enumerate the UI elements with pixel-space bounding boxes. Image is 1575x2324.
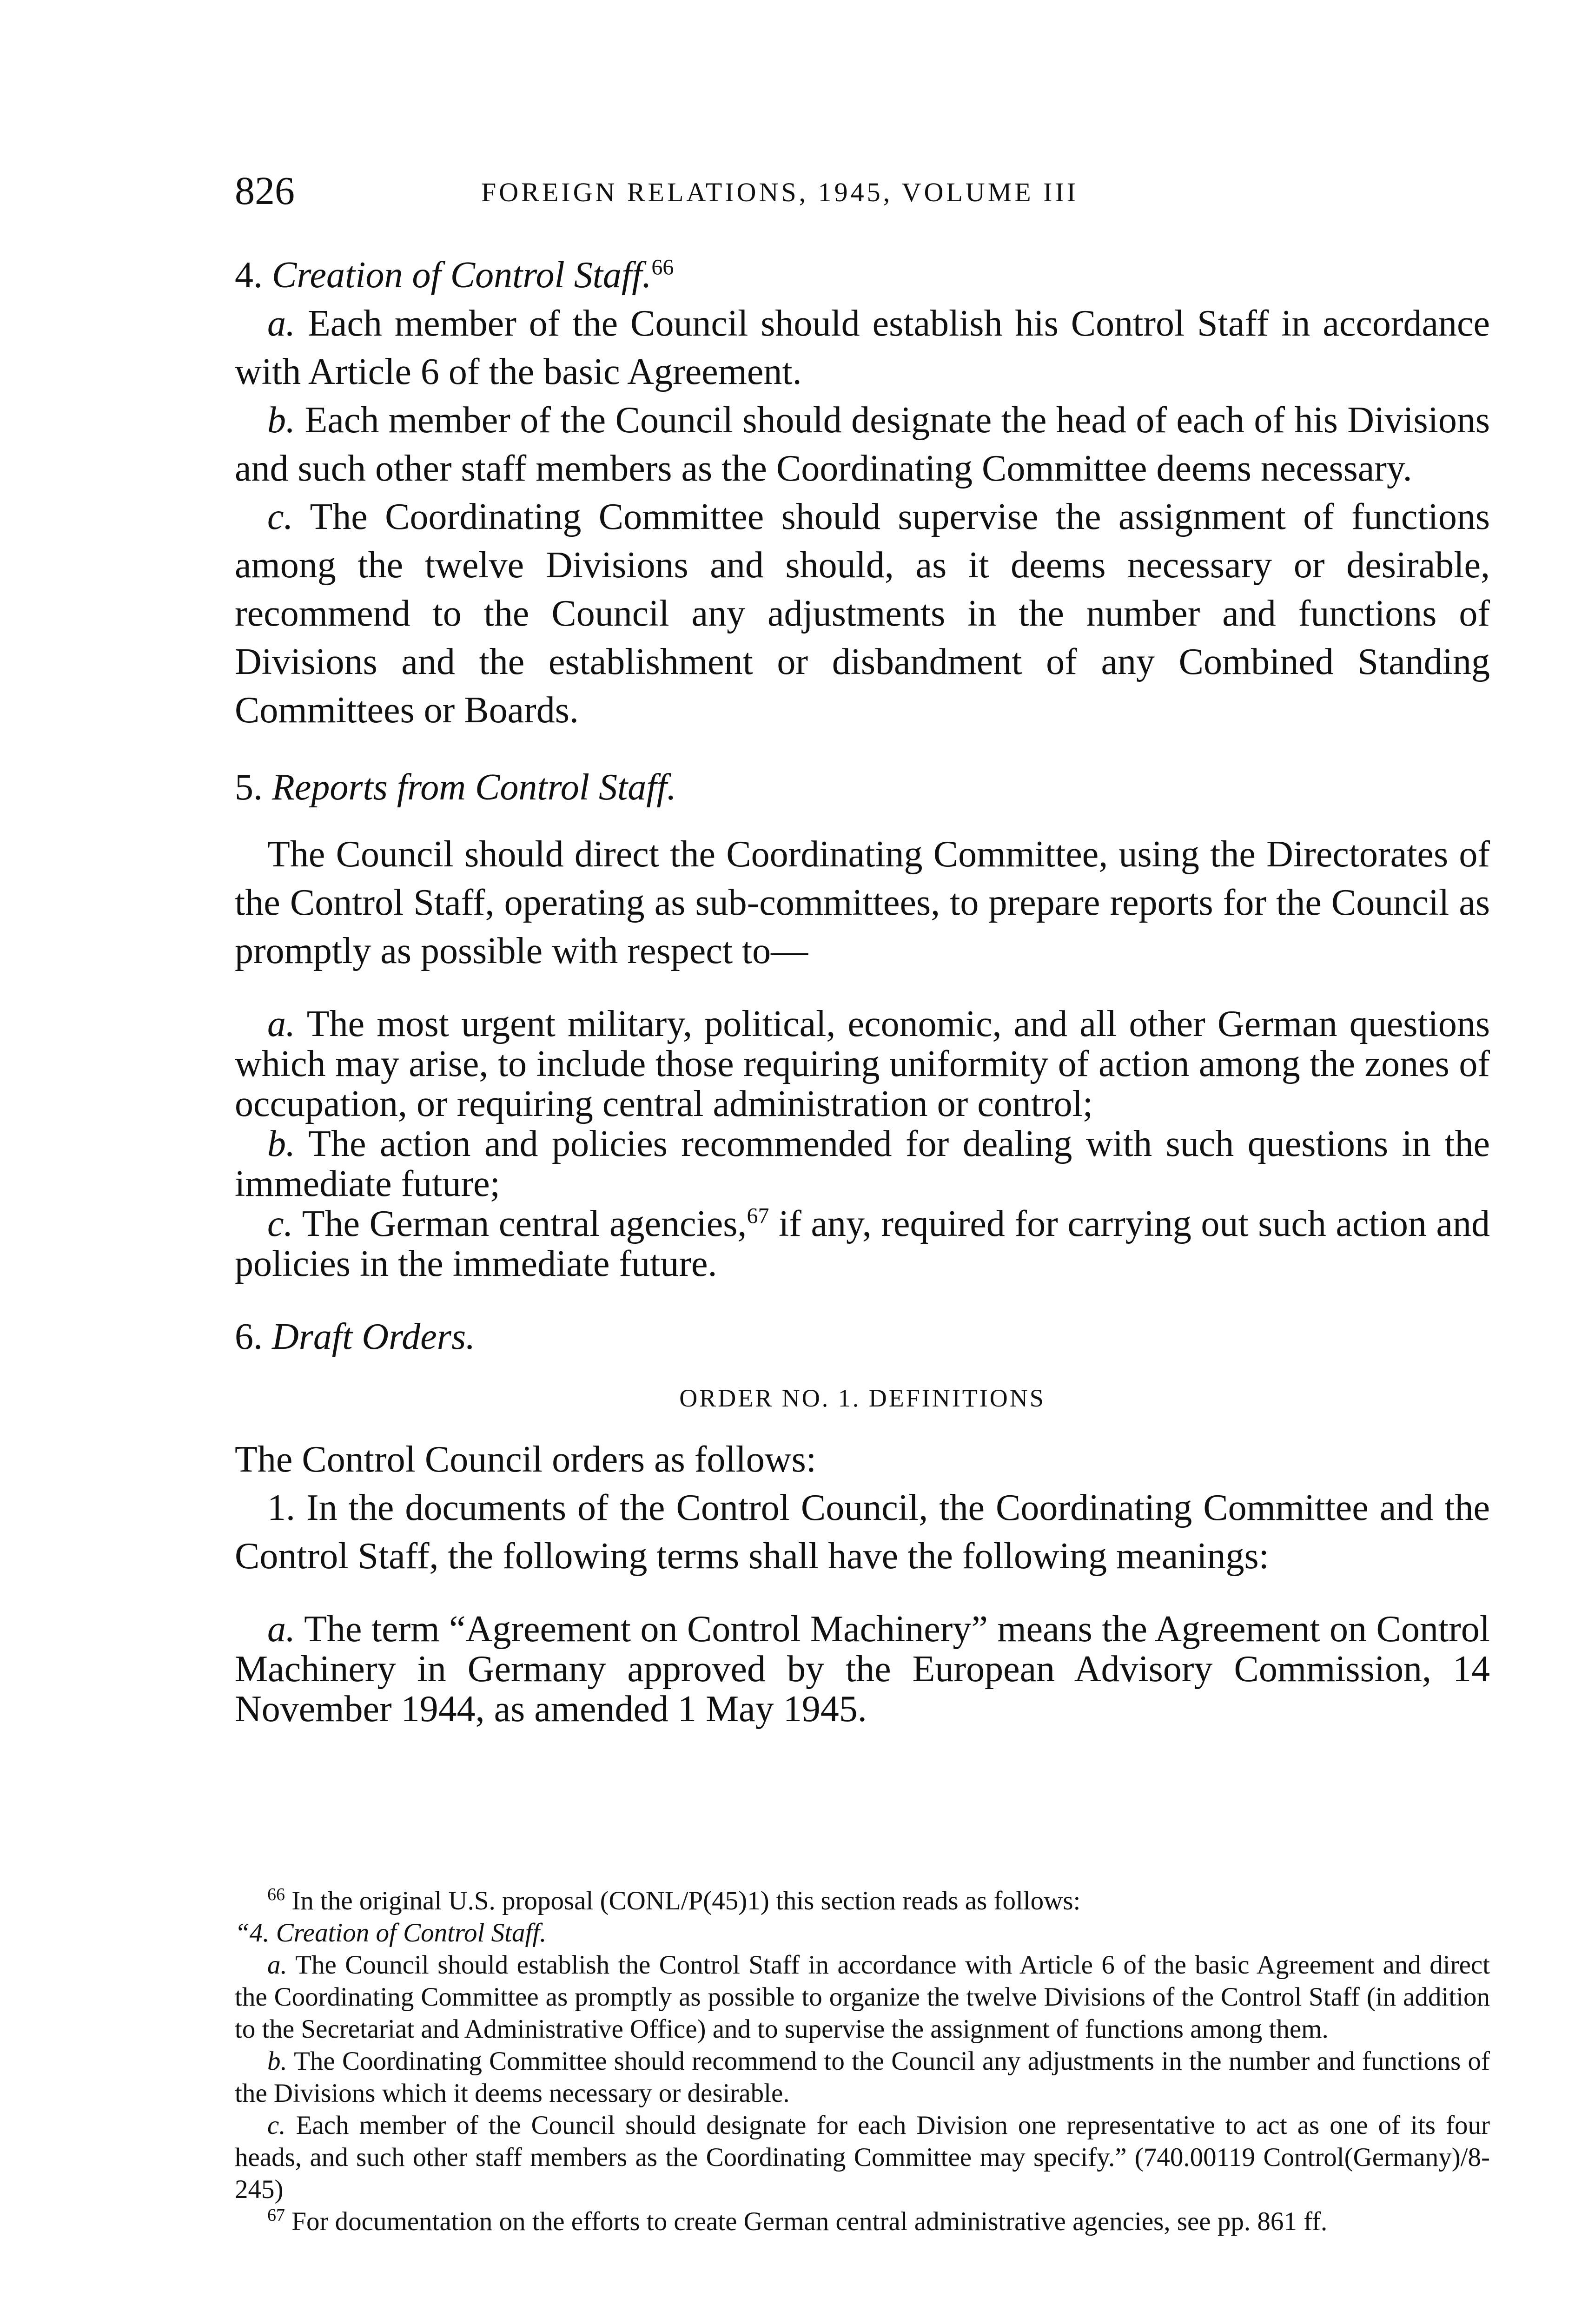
para-text: The Council should establish the Control Staff in accordance with Article 6 of the basic Agreement and direct the Coordinating Committee as promptly as possible to organize the twelve Divisions of the Control Staff (in addition to the Secretariat and Administrative Office) and to supervise the assignment of functions among them. [235,1950,1490,2044]
para-text: The Coordinating Committee should recommend to the Council any adjustments in the number and functions of the Divisions which it deems necessary or desirable. [235,2047,1490,2108]
para-text: The German central agencies, [302,1203,747,1244]
para-text: The action and policies recommended for dealing with such questions in the immediate future; [235,1123,1490,1204]
para-letter: b. [267,400,295,441]
section-6-title: Draft Orders. [272,1316,476,1357]
para-letter: a. [267,1004,295,1044]
para-text: if any, required for carrying out such action and policies in the immediate future. [235,1203,1490,1284]
para-text: Each member of the Council should designate the head of each of his Divisions and such other staff members as the Coordinating Committee deems necessary. [235,400,1490,489]
section-5-intro: The Council should direct the Coordinating Committee, using the Directorates of the Control Staff, operating as sub-committees, to prepare reports for the Council as promptly as possible with respect to— [235,834,1490,971]
section-4-heading [235,251,1490,299]
footnote-ref-67[interactable]: 67 [747,1203,769,1228]
section-5-item-b [235,1124,1490,1204]
para-letter: c. [267,1203,293,1244]
footnote-66-lead: In the original U.S. proposal (CONL/P(45)1) this section reads as follows: [291,1886,1081,1915]
section-5-title: Reports from Control Staff. [272,767,676,808]
footnote-66-mark: 66 [267,1885,285,1904]
section-6-number: 6. [235,1316,263,1357]
section-5-heading [235,763,1490,812]
order-title: ORDER NO. 1. DEFINITIONS [679,1384,1046,1412]
para-letter: b. [267,2047,287,2076]
footnote-66-quote-title: “4. Creation of Control Staff. [235,1918,547,1948]
section-5-item-a [235,1004,1490,1124]
para-letter: c. [267,2111,286,2140]
para-letter: c. [267,496,293,537]
order-item-1-list [235,1609,1490,1729]
para-text: The term “Agreement on Control Machinery” means the Agreement on Control Machinery in Germany approved by the European Advisory Commission, 14 November 1944, as amended 1 May 1945. [235,1609,1490,1730]
para-letter: a. [267,1950,287,1980]
section-5-list [235,1004,1490,1284]
footnotes [235,1885,1490,2238]
footnote-66 [235,1885,1490,1917]
section-6-heading [235,1313,1490,1361]
footnote-67-mark: 67 [267,2205,285,2225]
footnote-67 [235,2205,1490,2238]
section-4-title: Creation of Control Staff. [272,255,652,296]
footnote-66-para-b [235,2045,1490,2109]
section-4-para-c [235,493,1490,734]
section-4-number: 4. [235,255,263,296]
section-4-para-a [235,299,1490,396]
footnote-66-para-a [235,1949,1490,2045]
running-head: FOREIGN RELATIONS, 1945, VOLUME III [481,177,1079,207]
footnote-ref-66[interactable]: 66 [651,255,674,280]
orders-intro: The Control Council orders as follows: [235,1439,816,1480]
page-header [235,167,1304,214]
para-text: Each member of the Council should establish his Control Staff in accordance with Article 6 of the basic Agreement. [235,303,1490,392]
section-5-number: 5. [235,767,263,808]
para-text: Each member of the Council should designate for each Division one representative to act as one of its four heads, and such other staff members as the Coordinating Committee may specify.” (740.00119 Control(Germany)/8-245) [235,2111,1490,2204]
section-5-item-c [235,1204,1490,1284]
para-text: The most urgent military, political, economic, and all other German questions which may arise, to include those requiring uniformity of action among the zones of occupation, or requiring central administration or control; [235,1004,1490,1124]
page-number: 826 [235,168,295,213]
order-item-1a [235,1609,1490,1729]
para-letter: a. [267,1609,295,1650]
para-letter: a. [267,303,295,344]
para-text: The Coordinating Committee should supervise the assignment of functions among the twelve Divisions and should, as it deems necessary or desirable, recommend to the Council any adjustments in the number and functions of Divisions and the establishment or disbandment of any Combined Standing Committees or Boards. [235,496,1490,731]
order-item-1: 1. In the documents of the Control Council, the Coordinating Committee and the Control Staff, the following terms shall have the following meanings: [235,1487,1490,1577]
para-letter: b. [267,1123,295,1164]
section-4-para-b [235,396,1490,493]
main-text [235,251,1490,1729]
footnote-67-text: For documentation on the efforts to create German central administrative agencies, see pp. 861 ff. [291,2207,1328,2236]
footnote-66-para-c [235,2109,1490,2205]
